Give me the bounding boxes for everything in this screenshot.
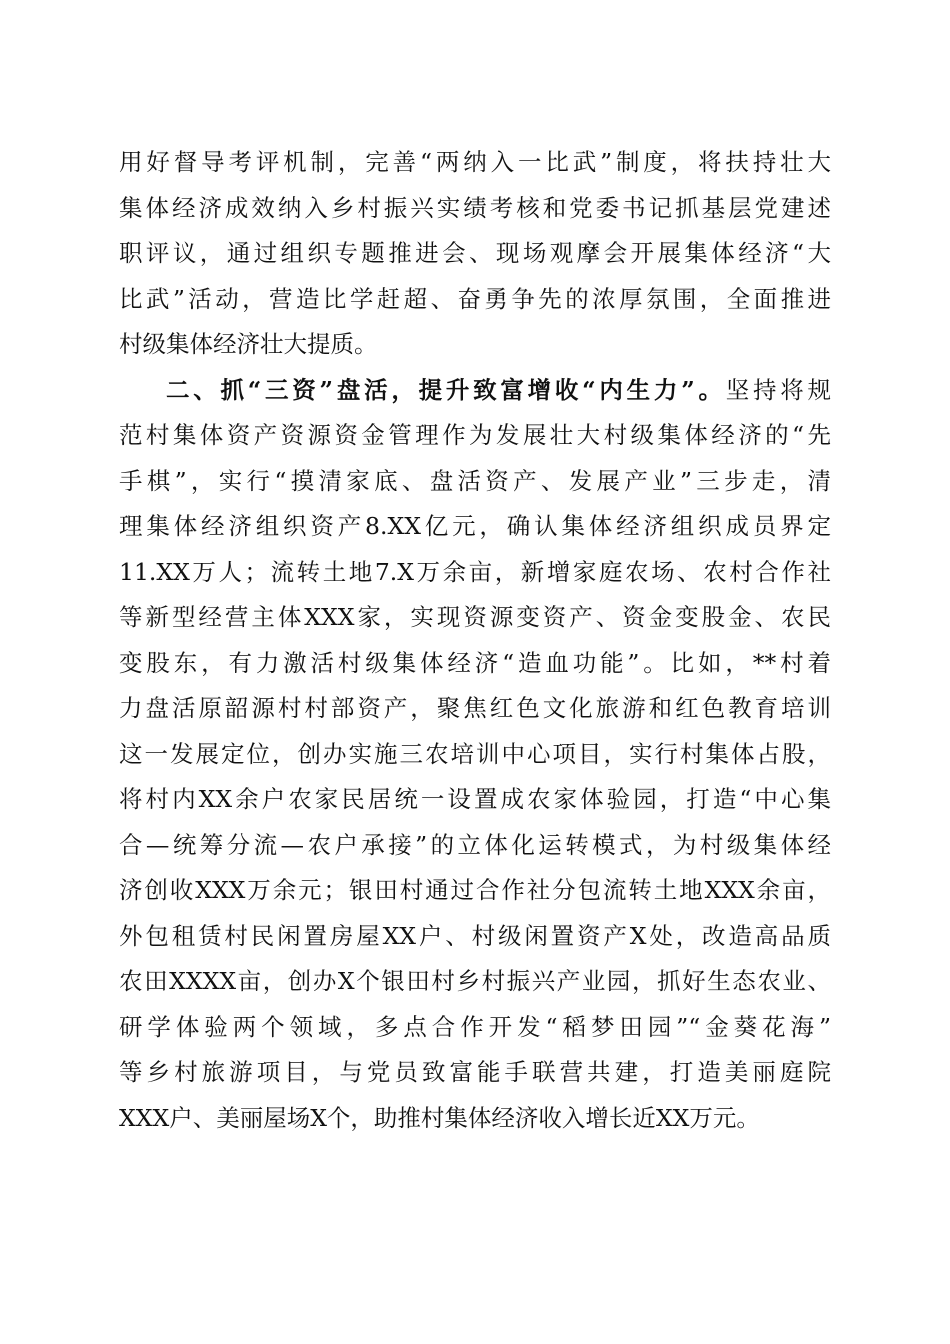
text-line: 范村集体资产资源资金管理作为发展壮大村级集体经济的“先 (119, 421, 831, 449)
paragraph-2 (119, 368, 831, 1142)
paragraph-first-line (119, 368, 831, 414)
text-line: 农田XXXX亩，创办X个银田村乡村振兴产业园，抓好生态农业、 (119, 967, 831, 995)
text-line: 变股东，有力激活村级集体经济“造血功能”。比如，**村着 (119, 648, 831, 677)
text-line: 手棋”，实行“摸清家底、盘活资产、发展产业”三步走，清 (119, 466, 831, 495)
text-line: 等乡村旅游项目，与党员致富能手联营共建，打造美丽庭院 (119, 1058, 831, 1086)
text-line: 力盘活原韶源村村部资产，聚焦红色文化旅游和红色教育培训 (119, 694, 831, 722)
text-line: 11.XX万人；流转土地7.X万余亩，新增家庭农场、农村合作社 (119, 557, 831, 586)
text-line: 济创收XXX万余元；银田村通过合作社分包流转土地XXX余亩， (119, 876, 831, 904)
text-line: 研学体验两个领域，多点合作开发“稻梦田园”“金葵花海” (119, 1012, 831, 1041)
text-line: 职评议，通过组织专题推进会、现场观摩会开展集体经济“大 (119, 239, 831, 267)
paragraph-1 (119, 140, 831, 368)
text-line: 用好督导考评机制，完善“两纳入一比武”制度，将扶持壮大 (119, 148, 831, 176)
text-line: 村级集体经济壮大提质。 (119, 330, 378, 358)
text-line: 理集体经济组织资产8.XX亿元，确认集体经济组织成员界定 (119, 512, 831, 540)
text-line: 等新型经营主体XXX家，实现资源变资产、资金变股金、农民 (119, 603, 831, 631)
text-line: 比武”活动，营造比学赶超、奋勇争先的浓厚氛围，全面推进 (119, 284, 831, 313)
text-line: 集体经济成效纳入乡村振兴实绩考核和党委书记抓基层党建述 (119, 193, 831, 222)
text-line: 外包租赁村民闲置房屋XX户、村级闲置资产X处，改造高品质 (119, 921, 831, 950)
document-body (119, 140, 831, 1141)
text-line: 将村内XX余户农家民居统一设置成农家体验园，打造“中心集 (119, 785, 831, 813)
heading-continuation: 坚持将规 (725, 375, 831, 404)
text-line: 合—统筹分流—农户承接”的立体化运转模式，为村级集体经 (119, 830, 831, 859)
text-line: 这一发展定位，创办实施三农培训中心项目，实行村集体占股， (119, 739, 831, 768)
text-line: XXX户、美丽屋场X个，助推村集体经济收入增长近XX万元。 (119, 1103, 760, 1132)
section-heading: 二、抓“三资”盘活，提升致富增收“内生力”。 (166, 375, 726, 404)
